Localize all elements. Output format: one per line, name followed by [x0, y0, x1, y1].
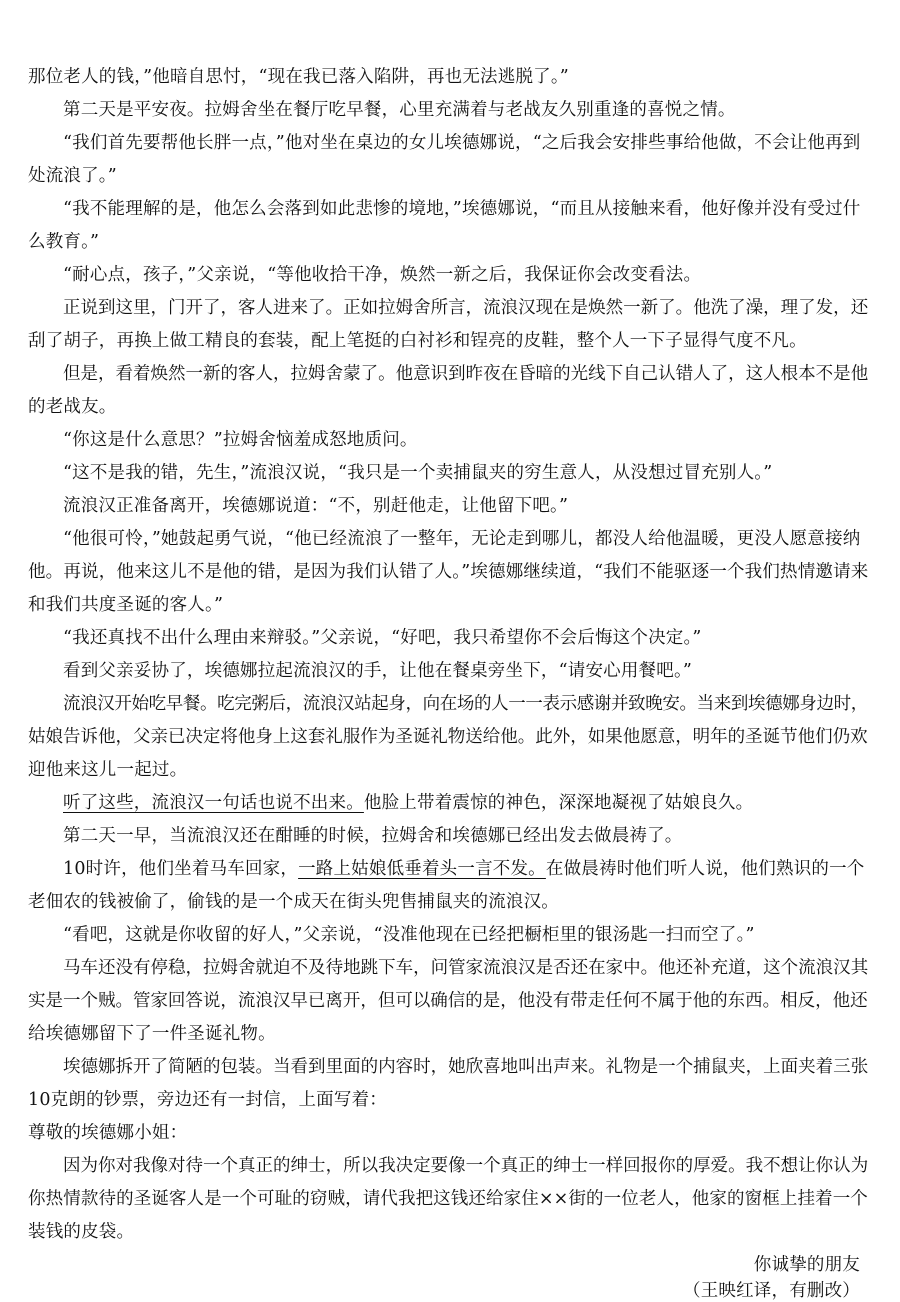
- text-line: [28, 726, 868, 748]
- text-span: 刮了胡子，再换上做工精良的套装，配上笔挺的白衬衫和锃亮的皮鞋，整个人一下子显得气度不凡。: [28, 331, 807, 351]
- text-span: 流浪汉正准备离开，埃德娜说道：“不，别赶他走，让他留下吧。”: [63, 496, 569, 516]
- text-span: 尊敬的埃德娜小姐：: [28, 1123, 188, 1143]
- text-line: [28, 231, 868, 253]
- text-line: [63, 297, 868, 319]
- text-line: [63, 693, 868, 715]
- text-span: “看吧，这就是你收留的好人，”父亲说，“没准他现在已经把橱柜里的银汤匙一扫而空了。”: [63, 925, 755, 945]
- text-span: 10时许，他们坐着马车回家，: [63, 859, 299, 879]
- text-span: （王映红译，有删改）: [683, 1281, 860, 1301]
- text-line: [63, 1056, 868, 1078]
- text-span: 流浪汉开始吃早餐。吃完粥后，流浪汉站起身，向在场的人一一表示感谢并致晚安。当来到埃德娜身边时，: [63, 694, 868, 714]
- text-line: [28, 330, 868, 352]
- letter-signoff: [754, 1254, 860, 1276]
- text-span: 你诚挚的朋友: [753, 1255, 860, 1275]
- text-span: 马车还没有停稳，拉姆舍就迫不及待地跳下车，问管家流浪汉是否还在家中。他还补充道，这个流浪汉其: [63, 958, 869, 978]
- text-span: 装钱的皮袋。: [28, 1222, 135, 1242]
- text-span: 第二天是平安夜。拉姆舍坐在餐厅吃早餐，心里充满着与老战友久别重逢的喜悦之情。: [63, 100, 736, 120]
- text-line: [28, 891, 868, 913]
- text-span: “我们首先要帮他长胖一点，”他对坐在桌边的女儿埃德娜说，“之后我会安排些事给他做，不会让他再到: [63, 133, 861, 153]
- text-span: “他很可怜，”她鼓起勇气说，“他已经流浪了一整年，无论走到哪儿，都没人给他温暖，更没人愿意接纳: [63, 529, 861, 549]
- text-line: [63, 264, 868, 286]
- text-line: [28, 759, 868, 781]
- text-span: 看到父亲妥协了，埃德娜拉起流浪汉的手，让他在餐桌旁坐下，“请安心用餐吧。”: [63, 661, 693, 681]
- text-line: [63, 792, 868, 814]
- text-line: [28, 66, 868, 88]
- text-line: [63, 858, 868, 880]
- text-line: [28, 561, 868, 583]
- text-line: [63, 627, 868, 649]
- text-span: 的老战友。: [28, 397, 117, 417]
- text-span: 他。再说，他来这儿不是他的错，是因为我们认错了人。”埃德娜继续道，“我们不能驱逐一个我们热情邀请来: [28, 562, 869, 582]
- text-line: [63, 1155, 868, 1177]
- text-line: [63, 462, 868, 484]
- text-span: 因为你对我像对待一个真正的绅士，所以我决定要像一个真正的绅士一样回报你的厚爱。我不想让你认为: [63, 1156, 869, 1176]
- underlined-text: 一路上姑娘低垂着头一言不发。: [298, 859, 546, 879]
- text-span: 迎他来这儿一起过。: [28, 760, 188, 780]
- text-span: 和我们共度圣诞的客人。”: [28, 595, 224, 615]
- text-line: [28, 1221, 868, 1243]
- text-span: 老佃农的钱被偷了，偷钱的是一个成天在街头兜售捕鼠夹的流浪汉。: [28, 892, 559, 912]
- text-span: 那位老人的钱，”他暗自思忖，“现在我已落入陷阱，再也无法逃脱了。”: [28, 67, 569, 87]
- text-line: [28, 396, 868, 418]
- text-line: [63, 132, 868, 154]
- translator-credit: [683, 1280, 860, 1302]
- text-span: 实是一个贼。管家回答说，流浪汉早已离开，但可以确信的是，他没有带走任何不属于他的东西。相反，他还: [28, 991, 868, 1011]
- text-line: [28, 165, 868, 187]
- text-line: [28, 1089, 868, 1111]
- text-span: “耐心点，孩子，”父亲说，“等他收拾干净，焕然一新之后，我保证你会改变看法。: [63, 265, 702, 285]
- text-span: 埃德娜拆开了简陋的包装。当看到里面的内容时，她欣喜地叫出声来。礼物是一个捕鼠夹，上面夹着三张: [63, 1057, 869, 1077]
- text-line: [63, 198, 868, 220]
- text-span: 给埃德娜留下了一件圣诞礼物。: [28, 1024, 276, 1044]
- text-span: “这不是我的错，先生，”流浪汉说，“我只是一个卖捕鼠夹的穷生意人，从没想过冒充别人。”: [63, 463, 773, 483]
- text-span: 处流浪了。”: [28, 166, 117, 186]
- text-span: 正说到这里，门开了，客人进来了。正如拉姆舍所言，流浪汉现在是焕然一新了。他洗了澡，理了发，还: [63, 298, 869, 318]
- text-line: [63, 924, 868, 946]
- text-span: 他脸上带着震惊的神色，深深地凝视了姑娘良久。: [363, 793, 754, 813]
- underlined-text: 听了这些，流浪汉一句话也说不出来。: [63, 793, 364, 813]
- text-line: [63, 429, 868, 451]
- text-line: [28, 1023, 868, 1045]
- text-line: [63, 660, 868, 682]
- text-line: [63, 825, 868, 847]
- text-line: [63, 363, 868, 385]
- letter-salutation: [28, 1122, 868, 1144]
- text-line: [28, 594, 868, 616]
- text-span: 第二天一早，当流浪汉还在酣睡的时候，拉姆舍和埃德娜已经出发去做晨祷了。: [63, 826, 683, 846]
- text-line: [63, 957, 868, 979]
- text-span: 10克朗的钞票，旁边还有一封信，上面写着：: [28, 1090, 387, 1110]
- text-span: “你这是什么意思？”拉姆舍恼羞成怒地质问。: [63, 430, 418, 450]
- text-line: [28, 1188, 868, 1210]
- text-span: 在做晨祷时他们听人说，他们熟识的一个: [545, 859, 865, 879]
- text-line: [63, 99, 868, 121]
- text-line: [28, 990, 868, 1012]
- text-span: 姑娘告诉他，父亲已决定将他身上这套礼服作为圣诞礼物送给他。此外，如果他愿意，明年的圣诞节他们仍欢: [28, 727, 868, 747]
- text-span: 么教育。”: [28, 232, 100, 252]
- text-span: 你热情款待的圣诞客人是一个可耻的窃贼，请代我把这钱还给家住××街的一位老人，他家的窗框上挂着一个: [28, 1189, 868, 1209]
- text-span: 但是，看着焕然一新的客人，拉姆舍蒙了。他意识到昨夜在昏暗的光线下自己认错人了，这人根本不是他: [63, 364, 869, 384]
- text-span: “我不能理解的是，他怎么会落到如此悲惨的境地，”埃德娜说，“而且从接触来看，他好像并没有受过什: [63, 199, 861, 219]
- text-span: “我还真找不出什么理由来辩驳。”父亲说，“好吧，我只希望你不会后悔这个决定。”: [63, 628, 702, 648]
- text-line: [63, 495, 868, 517]
- text-line: [63, 528, 868, 550]
